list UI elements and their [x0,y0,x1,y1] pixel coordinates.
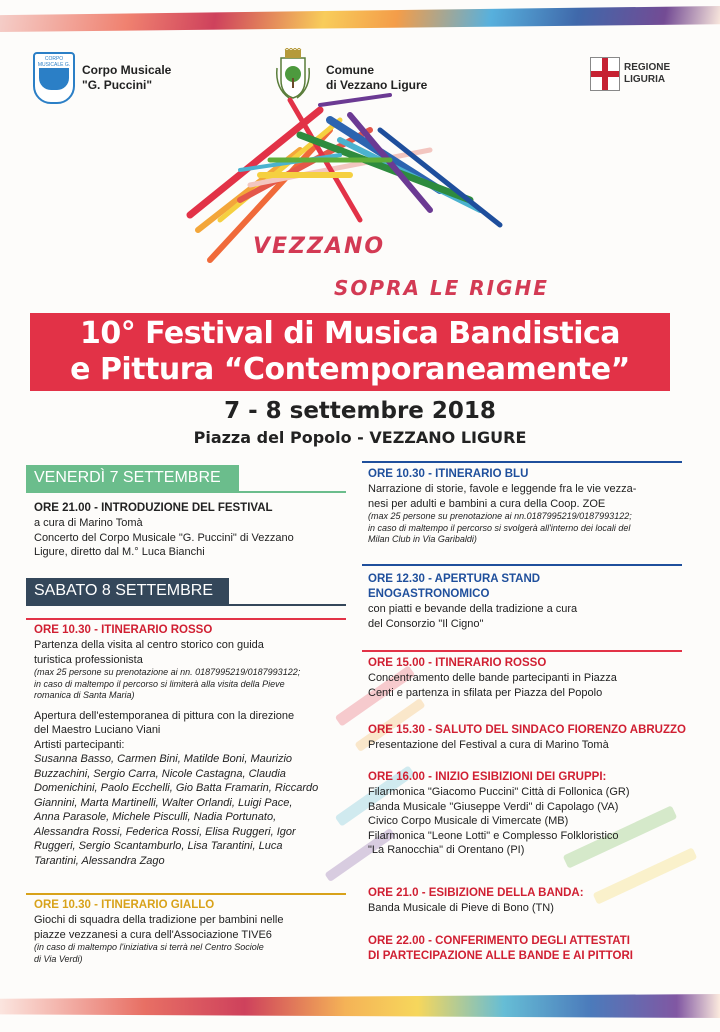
event-itinerario-giallo [34,898,354,965]
event-body-line: Ligure, diretto dal M.° Luca Bianchi [34,546,205,558]
event-note-line: di Via Verdi) [34,953,83,964]
event-apertura-stand [368,572,688,631]
event-note-line: (max 25 persone su prenotazione ai nn.0187995219/0187993122; [368,511,632,521]
event-title: ORE 15.00 - ITINERARIO ROSSO [368,657,547,669]
event-body-line: Presentazione del Festival a cura di Marino Tomà [368,739,609,751]
bottom-color-stripe [0,994,720,1018]
org3-label [624,62,670,86]
event-note-line: in caso di maltempo il percorso si svolgerà all'interno dei locali del [368,522,631,533]
event-title: DI PARTECIPAZIONE ALLE BANDE E AI PITTORI [368,950,633,962]
event-body-line: Banda Musicale "Giuseppe Verdi" di Capolago (VA) [368,800,619,813]
event-esibizioni-gruppi [368,770,688,858]
event-body-line: Narrazione di storie, favole e leggende fra le vie vezza- [368,483,637,495]
event-itinerario-blu [368,467,688,546]
org1-label [82,63,171,93]
org2-label [326,63,427,93]
event-body-line: Apertura dell'estemporanea di pittura con la direzione [34,709,295,722]
festival-title-line1: 10° Festival di Musica Bandistica [79,316,621,351]
event-body-line: del Maestro Luciano Viani [34,724,161,736]
event-body-line: Centi e partenza in sfilata per Piazza del Popolo [368,686,603,699]
corpo-musicale-logo [33,52,75,104]
event-body-line: Banda Musicale di Pieve di Bono (TN) [368,902,554,914]
saturday-header: SABATO 8 SETTEMBRE [26,578,229,604]
event-title: ORE 15.30 - SALUTO DEL SINDACO FIORENZO ABRUZZO [368,724,686,736]
artists-line: Tarantini, Alessandra Zago [34,854,165,867]
artists-line: Domenichini, Paolo Ecchelli, Gio Batta Framarin, Riccardo [34,782,319,794]
event-note-line: Milan Club in Via Garibaldi) [368,534,477,544]
event-body-line: Civico Corpo Musicale di Vimercate (MB) [368,815,569,827]
event-title: ORE 10.30 - ITINERARIO GIALLO [34,899,215,911]
event-saluto-sindaco [368,723,698,753]
event-body-line: Concerto del Corpo Musicale "G. Puccini" di Vezzano [34,531,294,544]
event-note-line: (max 25 persone su prenotazione ai nn. 0187995219/0187993122; [34,667,301,677]
event-note-line: romanica di Santa Maria) [34,690,135,700]
event-itinerario-rosso [34,623,354,868]
event-body-line: Filarmonica "Giacomo Puccini" Città di Follonica (GR) [368,786,630,798]
brand-line1: VEZZANO [253,234,386,259]
org2-line2: di Vezzano Ligure [326,78,428,92]
giallo-divider [26,893,346,895]
org3-line2: LIGURIA [624,74,666,85]
event-body-line: Artisti partecipanti: [34,738,125,751]
event-conferimento-attestati [368,934,698,964]
artists-line: Anna Parasole, Michele Pisculli, Nadia Portunato, [34,811,277,823]
event-title: ORE 10.30 - ITINERARIO ROSSO [34,624,213,636]
friday-header: VENERDÌ 7 SETTEMBRE [26,465,239,491]
friday-event-intro [34,501,354,560]
event-body-line: nesi per adulti e bambini a cura della Coop. ZOE [368,497,606,510]
stand-divider [362,564,682,566]
artists-line: Giannini, Marta Martinelli, Walter Orlandi, Luigi Pace, [34,796,293,809]
event-note-line: in caso di maltempo il percorso si limiterà alla visita della Pieve [34,678,285,689]
event-body-line: Giochi di squadra della tradizione per bambini nelle [34,914,284,926]
event-body-line: del Consorzio "Il Cigno" [368,617,484,630]
event-body-line: Partenza della visita al centro storico con guida [34,639,264,651]
top-color-stripe [0,6,720,32]
event-title: ORE 22.00 - CONFERIMENTO DEGLI ATTESTATI [368,935,630,947]
event-title: ORE 10.30 - ITINERARIO BLU [368,468,529,480]
artists-line: Susanna Basso, Carmen Bini, Matilde Boni, Maurizio [34,753,293,765]
event-title: ORE 16.00 - INIZIO ESIBIZIONI DEI GRUPPI: [368,771,607,783]
festival-place: Piazza del Popolo - VEZZANO LIGURE [193,428,527,447]
event-body-line: con piatti e bevande della tradizione a cura [368,603,578,615]
festival-dates: 7 - 8 settembre 2018 [224,398,496,424]
saturday-divider [26,604,346,606]
artists-line: Buzzachini, Sergio Carra, Nicole Castagna, Claudia [34,767,286,780]
org1-line2: "G. Puccini" [82,78,153,92]
org1-line1: Corpo Musicale [82,63,172,77]
event-body-line: "La Ranocchia" di Orentano (PI) [368,844,525,856]
festival-title-box [30,313,670,391]
event-title: ORE 21.00 - INTRODUZIONE DEL FESTIVAL [34,502,273,514]
event-body-line: piazze vezzanesi a cura dell'Associazione TIVE6 [34,928,272,941]
event-title: ENOGASTRONOMICO [368,588,490,600]
festival-title-line2: e Pittura “Contemporaneamente” [70,352,630,387]
brand-line2: SOPRA LE RIGHE [334,276,549,300]
artists-line: Alessandra Rossi, Federica Rossi, Elisa Ruggeri, Igor [34,825,296,838]
corpo-musicale-logo-text: CORPO MUSICALE G. [37,56,71,68]
event-esibizione-banda [368,886,688,916]
event-title: ORE 12.30 - APERTURA STAND [368,573,541,585]
friday-divider [26,491,346,493]
rosso2-divider [362,650,682,652]
org2-line1: Comune [326,63,374,77]
corpo-musicale-logo-shield [39,68,69,90]
event-note-line: (in caso di maltempo l'iniziativa si terrà nel Centro Sociole [34,942,264,952]
org3-line1: REGIONE [624,62,671,73]
event-itinerario-rosso-2 [368,656,688,700]
regione-liguria-flag-icon [590,57,620,91]
event-title: ORE 21.0 - ESIBIZIONE DELLA BANDA: [368,887,584,899]
blu-divider [362,461,682,463]
artists-line: Ruggeri, Sergio Scantamburlo, Lisa Tarantini, Luca [34,840,283,852]
event-body-line: Filarmonica "Leone Lotti" e Complesso Folkloristico [368,829,619,842]
event-body-line: Concentramento delle bande partecipanti in Piazza [368,672,617,684]
rosso-divider [26,618,346,620]
event-body-line: a cura di Marino Tomà [34,517,143,529]
event-body-line: turistica professionista [34,653,143,666]
